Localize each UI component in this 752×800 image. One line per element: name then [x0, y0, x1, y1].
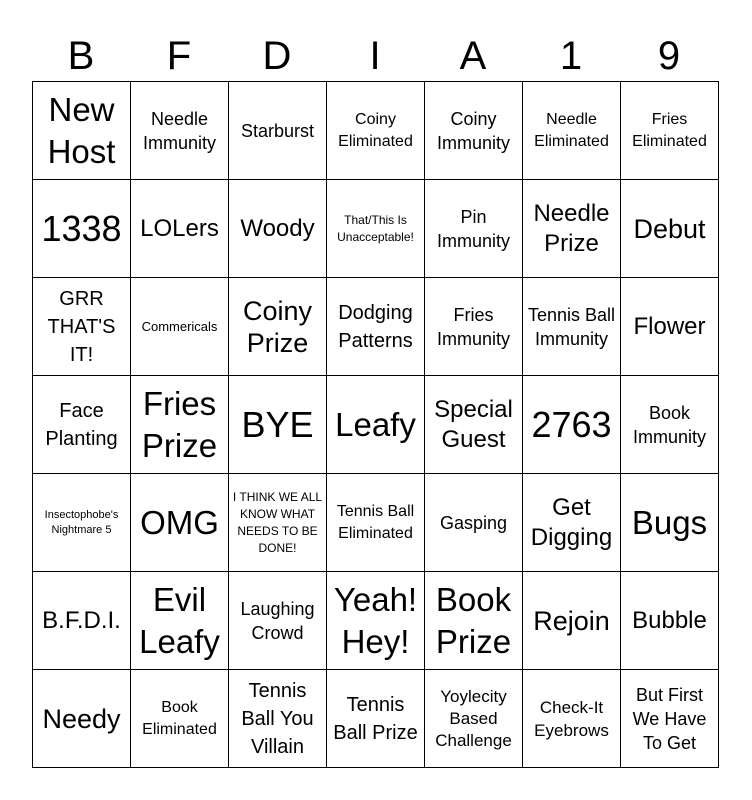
cell-text: Rejoin	[533, 605, 610, 636]
bingo-cell[interactable]	[327, 82, 425, 180]
cell-text: Flower	[633, 312, 706, 340]
cell-text: Tennis Ball Prize	[333, 693, 418, 744]
cell-text: LOLers	[140, 214, 219, 242]
bingo-cell[interactable]	[425, 278, 523, 376]
bingo-cell[interactable]	[621, 670, 719, 768]
bingo-cell[interactable]	[621, 82, 719, 180]
bingo-grid	[32, 81, 719, 768]
cell-text: I THINK WE ALL KNOW WHAT NEEDS TO BE DONE!	[232, 489, 323, 555]
bingo-cell[interactable]	[33, 180, 131, 278]
cell-text: Special Guest	[434, 395, 513, 453]
cell-text: Pin Immunity	[436, 206, 510, 251]
cell-text: Needy	[42, 703, 121, 734]
cell-text: Needle Immunity	[142, 108, 216, 153]
bingo-cell[interactable]	[131, 572, 229, 670]
bingo-cell[interactable]	[621, 180, 719, 278]
cell-text: Tennis Ball You Villain	[241, 679, 314, 758]
bingo-cell[interactable]	[327, 572, 425, 670]
cell-text: 2763	[531, 404, 612, 445]
bingo-cell[interactable]	[33, 278, 131, 376]
bingo-cell[interactable]	[33, 376, 131, 474]
bingo-cell[interactable]	[425, 670, 523, 768]
cell-text: 1338	[41, 208, 122, 249]
bingo-cell[interactable]	[131, 670, 229, 768]
cell-text: Commericals	[141, 319, 218, 334]
bingo-cell[interactable]	[523, 572, 621, 670]
bingo-cell[interactable]	[523, 474, 621, 572]
cell-text: Insectophobe's Nightmare 5	[44, 508, 119, 536]
cell-text: New Host	[47, 90, 116, 170]
bingo-cell[interactable]	[33, 82, 131, 180]
bingo-cell[interactable]	[229, 572, 327, 670]
bingo-cell[interactable]	[33, 474, 131, 572]
cell-text: GRR THAT'S IT!	[47, 287, 116, 366]
cell-text: That/This Is Unacceptable!	[337, 212, 414, 244]
bingo-cell[interactable]	[425, 572, 523, 670]
bingo-cell[interactable]	[33, 670, 131, 768]
bingo-cell[interactable]	[229, 474, 327, 572]
bingo-cell[interactable]	[425, 376, 523, 474]
bingo-cell[interactable]	[523, 180, 621, 278]
bingo-cell[interactable]	[229, 82, 327, 180]
bingo-cell[interactable]	[523, 376, 621, 474]
cell-text: But First We Have To Get	[632, 684, 707, 753]
bingo-cell[interactable]	[621, 474, 719, 572]
header-letter: D	[262, 34, 292, 78]
bingo-cell[interactable]	[131, 180, 229, 278]
bingo-cell[interactable]	[621, 278, 719, 376]
cell-text: Fries Prize	[141, 384, 218, 464]
cell-text: Fries Immunity	[436, 304, 510, 349]
cell-text: Book Prize	[435, 580, 512, 660]
cell-text: Gasping	[439, 512, 508, 533]
cell-text: Fries Eliminated	[632, 110, 707, 150]
header-letter: A	[459, 34, 487, 78]
bingo-cell[interactable]	[131, 278, 229, 376]
bingo-cell[interactable]	[523, 82, 621, 180]
bingo-cell[interactable]	[33, 572, 131, 670]
bingo-cell[interactable]	[425, 474, 523, 572]
bingo-cell[interactable]	[131, 82, 229, 180]
cell-text: Book Eliminated	[142, 698, 217, 738]
cell-text: Coiny Immunity	[436, 108, 510, 153]
cell-text: Coiny Eliminated	[338, 110, 413, 150]
bingo-cell[interactable]	[523, 670, 621, 768]
header-letter: I	[369, 34, 381, 78]
cell-text: BYE	[241, 404, 314, 445]
cell-text: Yoylecity Based Challenge	[435, 686, 512, 750]
cell-text: Laughing Crowd	[240, 598, 315, 643]
cell-text: Tennis Ball Immunity	[527, 304, 616, 349]
bingo-cell[interactable]	[327, 670, 425, 768]
bingo-cell[interactable]	[229, 180, 327, 278]
bingo-cell[interactable]	[131, 376, 229, 474]
cell-text: Tennis Ball Eliminated	[336, 502, 415, 542]
bingo-cell[interactable]	[327, 376, 425, 474]
bingo-cell[interactable]	[327, 474, 425, 572]
cell-text: OMG	[140, 503, 219, 541]
cell-text: Get Digging	[530, 493, 613, 551]
cell-text: Yeah! Hey!	[333, 580, 418, 660]
bingo-cell[interactable]	[621, 572, 719, 670]
cell-text: Evil Leafy	[139, 580, 220, 660]
cell-text: Needle Eliminated	[534, 110, 609, 150]
cell-text: Woody	[240, 214, 315, 242]
cell-text: Book Immunity	[632, 402, 706, 447]
cell-text: Starburst	[240, 120, 315, 141]
cell-text: Debut	[633, 213, 706, 244]
bingo-cell[interactable]	[621, 376, 719, 474]
bingo-cell[interactable]	[131, 474, 229, 572]
header-letter: B	[67, 34, 95, 78]
cell-text: Needle Prize	[533, 199, 610, 257]
cell-text: Bubble	[632, 606, 707, 634]
bingo-cell[interactable]	[425, 82, 523, 180]
cell-text: Bugs	[631, 503, 708, 541]
cell-text: Coiny Prize	[242, 295, 313, 358]
bingo-cell[interactable]	[523, 278, 621, 376]
bingo-header	[32, 30, 718, 82]
bingo-cell[interactable]	[229, 670, 327, 768]
header-letter: F	[166, 34, 192, 78]
cell-text: Leafy	[335, 405, 416, 443]
bingo-cell[interactable]	[229, 376, 327, 474]
cell-text: B.F.D.I.	[42, 606, 121, 634]
bingo-cell[interactable]	[425, 180, 523, 278]
bingo-cell[interactable]	[327, 180, 425, 278]
bingo-cell[interactable]	[229, 278, 327, 376]
cell-text: Check-It Eyebrows	[534, 697, 609, 740]
cell-text: Dodging Patterns	[338, 301, 413, 352]
header-letter: 1	[559, 34, 583, 78]
bingo-cell[interactable]	[327, 278, 425, 376]
cell-text: Face Planting	[45, 399, 118, 450]
header-letter: 9	[657, 34, 681, 78]
